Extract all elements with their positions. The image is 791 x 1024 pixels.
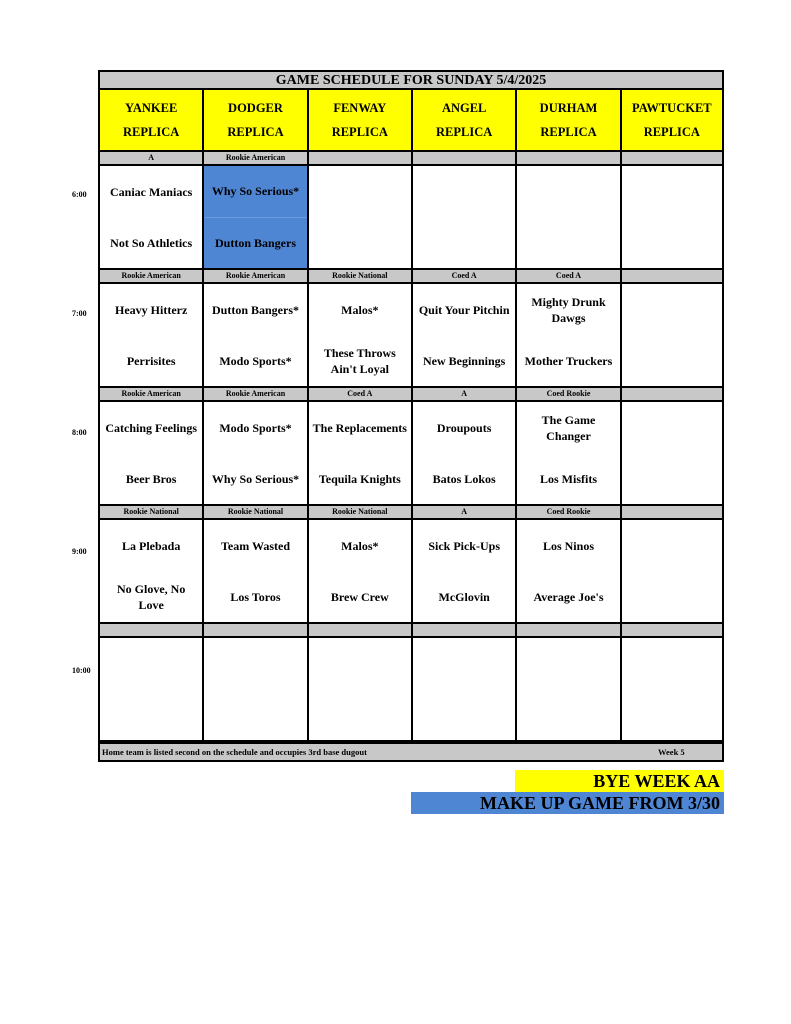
game-cell [307,638,411,742]
home-team: Batos Lokos [432,471,496,486]
home-team: Beer Bros [125,471,177,486]
division-label: Coed A [307,388,411,402]
field-subtitle: REPLICA [123,125,180,139]
game-cell [98,166,202,270]
division-label: Rookie American [98,270,202,284]
division-label: Rookie American [202,388,306,402]
division-label [307,152,411,166]
away-team: Sick Pick-Ups [428,538,500,553]
field-name: FENWAY [333,101,387,115]
division-label: Coed Rookie [515,388,619,402]
away-team: Catching Feelings [105,420,197,435]
division-label [307,624,411,638]
home-team [622,217,722,268]
away-team: Team Wasted [220,538,290,553]
division-label [620,624,724,638]
game-cell [307,520,411,624]
division-row [98,152,724,166]
home-team: New Beginnings [422,353,506,368]
division-label [515,152,619,166]
home-team: Modo Sports* [219,353,292,368]
time-slot-row [98,402,724,506]
division-label [411,624,515,638]
field-name: DODGER [228,101,283,115]
field-subtitle: REPLICA [227,125,284,139]
division-label [411,152,515,166]
game-cell [98,402,202,506]
home-team: Los Misfits [539,471,597,486]
away-team: The Game Changer [541,412,596,443]
game-cell [202,520,306,624]
away-team [204,638,306,689]
home-team: Dutton Bangers [204,217,306,269]
home-team: Why So Serious* [211,471,300,486]
time-slot-row [98,284,724,388]
division-label [515,624,619,638]
away-team [100,638,202,689]
away-team [517,638,619,689]
game-cell [411,284,515,388]
home-team [517,217,619,268]
game-cell [515,520,619,624]
away-team: Malos* [341,538,379,553]
away-team: Quit Your Pitchin [418,302,510,317]
division-label: A [411,506,515,520]
field-name: YANKEE [124,101,178,115]
away-team [622,166,722,217]
time-label: 6:00 [72,190,87,199]
division-label [620,388,724,402]
home-team [622,453,722,504]
game-cell [620,166,724,270]
home-team [413,689,515,740]
game-cell [411,638,515,742]
division-label: Rookie National [307,270,411,284]
away-team: Caniac Maniacs [109,184,193,199]
game-cell [620,638,724,742]
division-label: Coed Rookie [515,506,619,520]
home-team [622,689,722,740]
game-cell [411,520,515,624]
away-team: Heavy Hitterz [115,302,188,317]
away-team [622,638,722,689]
away-team: Modo Sports* [219,420,292,435]
time-slot-row [98,166,724,270]
game-cell [202,638,306,742]
home-team: These Throws Ain't Loyal [323,345,396,376]
field-subtitle: REPLICA [331,125,388,139]
division-label: Rookie National [98,506,202,520]
game-cell [620,402,724,506]
division-label: Coed A [515,270,619,284]
bye-week-legend: BYE WEEK AA [515,770,724,792]
field-header [515,90,619,152]
field-subtitle: REPLICA [436,125,493,139]
time-slot-row [98,520,724,624]
field-name: ANGEL [441,101,487,115]
field-header [307,90,411,152]
field-name: DURHAM [539,101,598,115]
time-label: 8:00 [72,428,87,437]
division-label: Rookie National [307,506,411,520]
away-team: Malos* [341,302,379,317]
division-label: Rookie National [202,506,306,520]
home-team: Brew Crew [330,589,389,604]
home-team [517,689,619,740]
game-cell [515,166,619,270]
division-label [98,624,202,638]
division-label: Rookie American [98,388,202,402]
division-row [98,388,724,402]
home-team [622,571,722,622]
field-subtitle: REPLICA [643,125,700,139]
division-row [98,624,724,638]
away-team: La Plebada [121,538,181,553]
home-team [100,689,202,740]
schedule-sheet [98,70,724,762]
division-row [98,270,724,284]
division-label [620,270,724,284]
game-cell [515,638,619,742]
game-cell [307,402,411,506]
field-header [98,90,202,152]
away-team [413,166,515,217]
schedule-footer [98,742,724,762]
makeup-game-legend: MAKE UP GAME FROM 3/30 [411,792,724,814]
away-team [622,402,722,453]
home-team: Average Joe's [533,589,604,604]
division-label [620,506,724,520]
game-cell [98,638,202,742]
home-team: Perrisites [126,353,176,368]
home-team: No Glove, No Love [117,581,186,612]
week-label: Week 5 [658,747,685,757]
game-cell [411,166,515,270]
game-cell [202,166,306,270]
game-cell [98,284,202,388]
home-team [204,689,306,740]
schedule-body [98,152,724,742]
game-cell [620,520,724,624]
time-label: 7:00 [72,309,87,318]
field-header-row [98,90,724,152]
away-team [413,638,515,689]
field-header [620,90,724,152]
home-team: McGlovin [438,589,490,604]
division-label: A [98,152,202,166]
away-team: Why So Serious* [211,184,300,199]
away-team [517,166,619,217]
home-team-note: Home team is listed second on the schedule and occupies 3rd base dugout [102,747,367,757]
field-header [202,90,306,152]
away-team [309,638,411,689]
time-label: 9:00 [72,547,87,556]
away-team [622,284,722,335]
home-team [622,335,722,386]
game-cell [515,402,619,506]
home-team [309,217,411,268]
division-label: A [411,388,515,402]
game-cell [411,402,515,506]
game-cell [515,284,619,388]
game-cell [202,402,306,506]
home-team: Tequila Knights [318,471,401,486]
field-subtitle: REPLICA [540,125,597,139]
away-team [309,166,411,217]
game-cell [307,166,411,270]
field-header [411,90,515,152]
division-row [98,506,724,520]
game-cell [620,284,724,388]
home-team [413,217,515,268]
away-team [622,520,722,571]
game-cell [202,284,306,388]
division-label: Coed A [411,270,515,284]
home-team [309,689,411,740]
division-label [620,152,724,166]
away-team: The Replacements [312,420,407,435]
time-slot-row [98,638,724,742]
time-label: 10:00 [72,666,91,675]
home-team: Mother Truckers [524,353,613,368]
division-label [202,624,306,638]
away-team: Mighty Drunk Dawgs [531,294,606,325]
game-cell [98,520,202,624]
division-label: Rookie American [202,152,306,166]
division-label: Rookie American [202,270,306,284]
away-team: Los Ninos [542,538,594,553]
away-team: Dutton Bangers* [211,302,299,317]
home-team: Los Toros [230,589,281,604]
game-cell [307,284,411,388]
home-team: Not So Athletics [110,235,193,250]
away-team: Droupouts [436,420,492,435]
schedule-title: GAME SCHEDULE FOR SUNDAY 5/4/2025 [98,70,724,90]
field-name: PAWTUCKET [632,101,712,115]
